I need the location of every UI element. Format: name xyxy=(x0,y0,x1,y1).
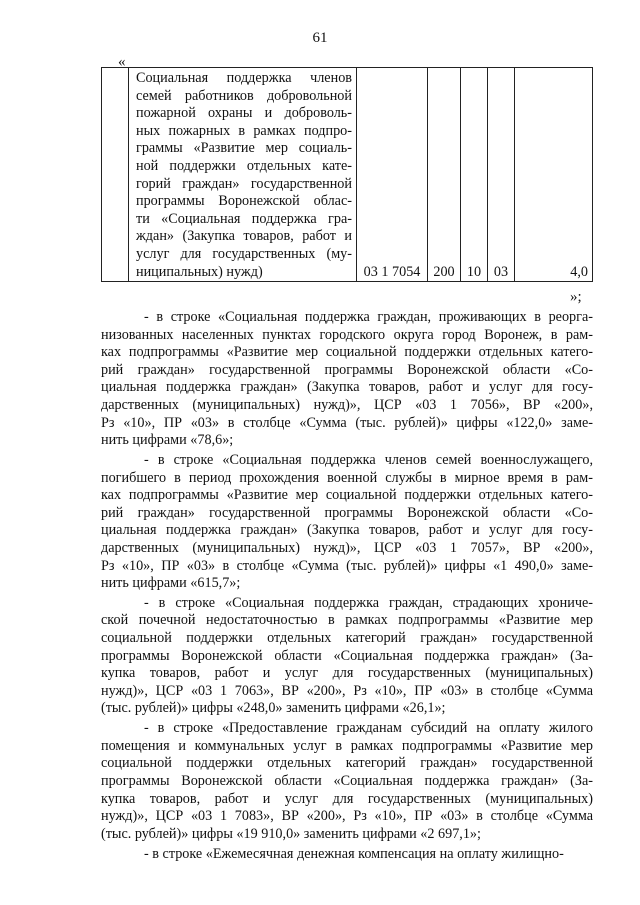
text-line: нужд)», ЦСР «03 1 7083», ВР «200», Рз «10», ПР «03» в столбце «Сумма xyxy=(101,808,593,825)
vr-cell: 200 xyxy=(428,68,461,282)
open-quote: « xyxy=(118,54,126,70)
paragraph xyxy=(101,309,593,450)
text-line: нужд)», ЦСР «03 1 7063», ВР «200», Рз «10», ПР «03» в столбце «Сумма xyxy=(101,682,593,699)
text-line: программы Воронежской области «Социальная поддержка граждан» (За- xyxy=(101,647,593,664)
close-quote: »; xyxy=(570,289,582,305)
paragraph xyxy=(101,720,593,843)
csr-cell: 03 1 7054 xyxy=(357,68,428,282)
paragraph xyxy=(101,846,593,864)
text-line: низованных населенных пунктах городского округа город Воронеж, в рам- xyxy=(101,326,593,343)
text-line: - в строке «Ежемесячная денежная компенсация на оплату жилищно- xyxy=(144,845,564,862)
text-line: - в строке «Социальная поддержка граждан, проживающих в реорга- xyxy=(144,309,593,325)
paragraph xyxy=(101,452,593,593)
text-line: ках подпрограммы «Развитие мер социальной поддержки отдельных катего- xyxy=(101,487,593,504)
text-line: социальной поддержки отдельных категорий граждан» государственной xyxy=(101,755,593,772)
row-name-line: ниципальных) нужд) xyxy=(136,263,263,280)
rz-cell: 10 xyxy=(461,68,488,282)
text-line: (тыс. рублей)» цифры «19 910,0» заменить цифрами «2 697,1»; xyxy=(101,825,481,842)
text-line: помещения и коммунальных услуг в рамках подпрограммы «Развитие мер xyxy=(101,737,593,754)
row-name-line: ти «Социальная поддержка гра- xyxy=(136,210,352,227)
text-line: рий граждан» государственной программы Воронежской области «Со- xyxy=(101,504,593,521)
text-line: - в строке «Предоставление гражданам субсидий на оплату жилого xyxy=(144,720,593,737)
text-line: купка товаров, работ и услуг для государственных (муниципальных) xyxy=(101,790,593,807)
text-line: дарственных (муниципальных) нужд)», ЦСР «03 1 7057», ВР «200», xyxy=(101,539,593,556)
text-line: циальная поддержка граждан» (Закупка товаров, работ и услуг для госу- xyxy=(101,522,593,539)
row-name-line: услуг для государственных (му- xyxy=(136,245,352,262)
row-name-line: ждан» (Закупка товаров, работ и xyxy=(136,228,352,245)
text-line: (тыс. рублей)» цифры «248,0» заменить цифрами «26,1»; xyxy=(101,700,446,717)
pr-cell: 03 xyxy=(488,68,515,282)
table-row xyxy=(102,68,593,282)
row-name-cell xyxy=(129,68,357,282)
text-line: циальная поддержка граждан» (Закупка товаров, работ и услуг для госу- xyxy=(101,379,593,396)
text-line: купка товаров, работ и услуг для государственных (муниципальных) xyxy=(101,665,593,682)
budget-table xyxy=(101,67,593,282)
text-line: дарственных (муниципальных) нужд)», ЦСР «03 1 7056», ВР «200», xyxy=(101,396,593,413)
row-name-line: ных пожарных в рамках подпро- xyxy=(136,122,352,139)
text-line: ках подпрограммы «Развитие мер социальной поддержки отдельных катего- xyxy=(101,344,593,361)
row-name-line: пожарной охраны и доброволь- xyxy=(136,105,352,122)
row-name-line: ной поддержки отдельных кате- xyxy=(136,157,352,174)
text-line: ской почечной недостаточностью в рамках подпрограммы «Развитие мер xyxy=(101,612,593,629)
document-body xyxy=(101,309,593,865)
page-number: 61 xyxy=(312,30,328,46)
index-cell xyxy=(102,68,129,282)
row-name-line: семей работников добровольной xyxy=(136,87,352,104)
paragraph xyxy=(101,595,593,718)
text-line: - в строке «Социальная поддержка граждан, страдающих хрониче- xyxy=(144,594,593,611)
text-line: Рз «10», ПР «03» в столбце «Сумма (тыс. рублей)» цифры «122,0» заме- xyxy=(101,414,593,431)
text-line: программы Воронежской области «Социальная поддержка граждан» (За- xyxy=(101,773,593,789)
row-name-line: Социальная поддержка членов xyxy=(136,70,352,86)
text-line: нить цифрами «78,6»; xyxy=(101,432,234,449)
text-line: социальной поддержки отдельных категорий граждан» государственной xyxy=(101,630,593,647)
text-line: погибшего в период прохождения военной службы в мирное время в рам- xyxy=(101,469,593,486)
sum-cell: 4,0 xyxy=(515,68,593,282)
text-line: Рз «10», ПР «03» в столбце «Сумма (тыс. рублей)» цифры «1 490,0» заме- xyxy=(101,557,593,574)
text-line: рий граждан» государственной программы Воронежской области «Со- xyxy=(101,361,593,378)
text-line: нить цифрами «615,7»; xyxy=(101,575,241,592)
row-name-line: горий граждан» государственной xyxy=(136,175,352,192)
text-line: - в строке «Социальная поддержка членов семей военнослужащего, xyxy=(144,451,593,468)
row-name-line: граммы «Развитие мер социаль- xyxy=(136,140,352,157)
row-name-line: программы Воронежской облас- xyxy=(136,193,352,210)
